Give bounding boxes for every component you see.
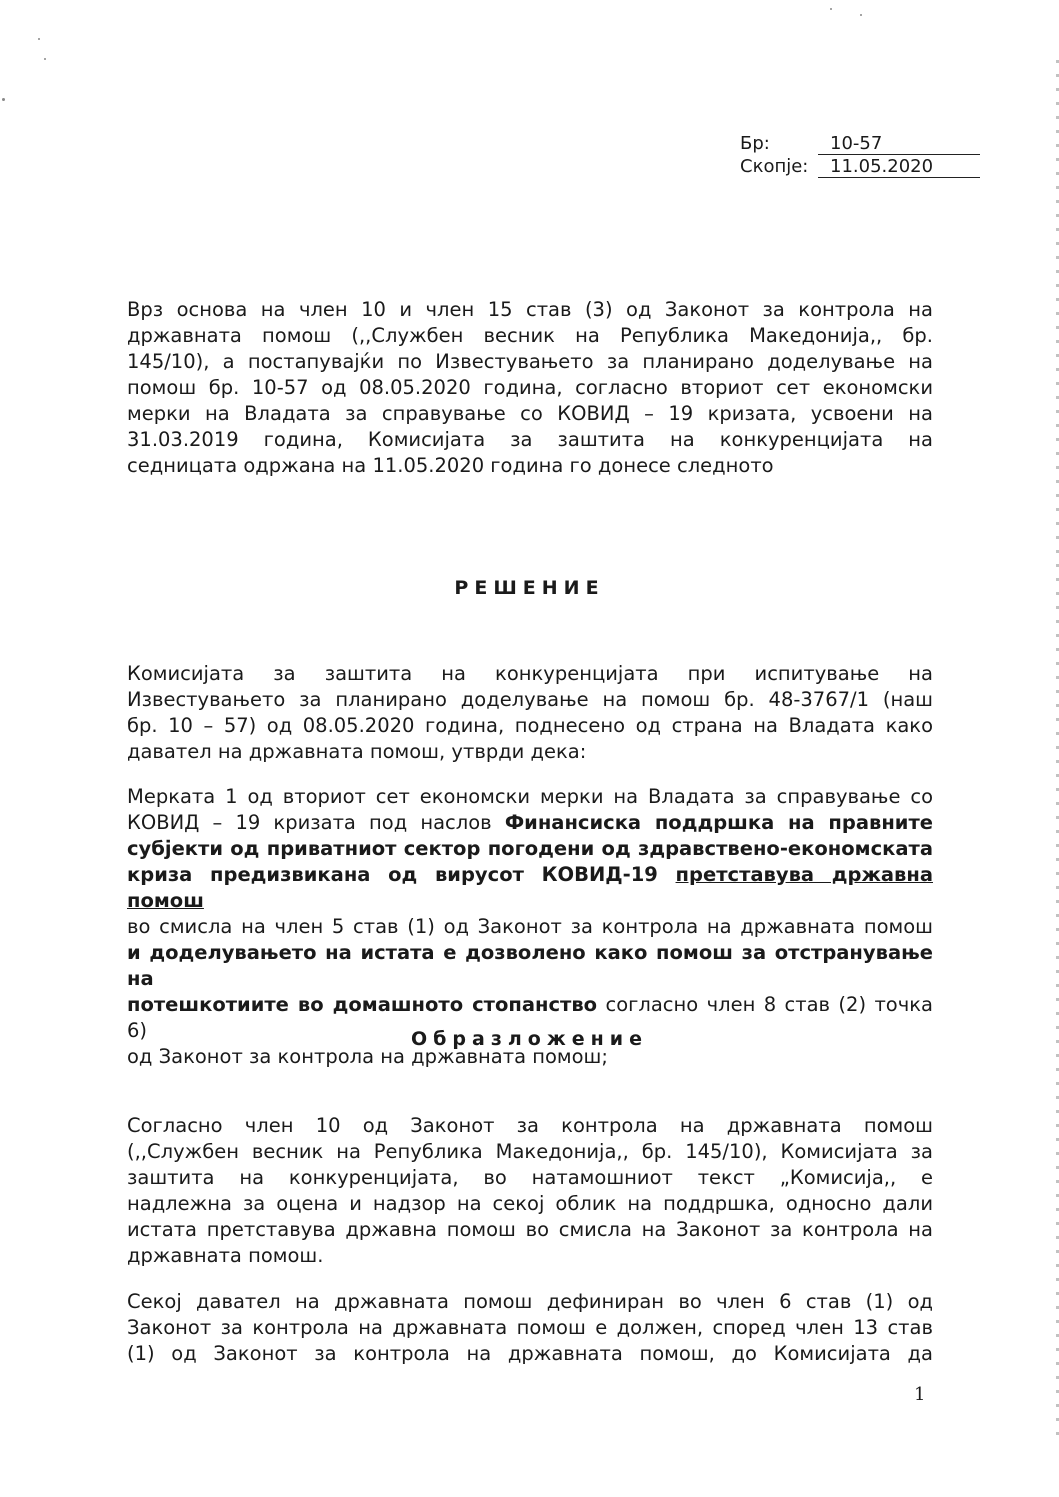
underlined-text-run: претставува државна помош: [127, 863, 933, 912]
text-line: помош бр. 10-57 од 08.05.2020 година, согласно вториот сет економски: [127, 376, 933, 399]
reference-number-value: 10-57: [818, 134, 980, 155]
text-line: 31.03.2019 година, Комисијата за заштита на конкуренцијата на: [127, 428, 933, 451]
text-line: [127, 810, 933, 836]
text-line: Комисијата за заштита на конкуренцијата при испитување на: [127, 662, 933, 685]
text-run: КОВИД – 19 кризата под наслов: [127, 811, 505, 834]
text-line: 145/10), а постапувајќи по Известувањето за планирано доделување на: [127, 350, 933, 373]
text-line: мерки на Владата за справување со КОВИД – 19 кризата, усвоени на: [127, 402, 933, 425]
reasoning-heading: Образложение: [411, 1028, 648, 1050]
reference-number-row: [740, 132, 980, 155]
bold-text-run: и доделувањето на истата е дозволено како помош за отстранување на: [127, 941, 933, 990]
reference-date-value: 11.05.2020: [818, 157, 980, 178]
text-line: (,,Службен весник на Република Македонија,, бр. 145/10), Комисијата за: [127, 1140, 933, 1163]
text-line: Согласно член 10 од Законот за контрола на државната помош: [127, 1114, 933, 1137]
reference-date-row: [740, 155, 980, 178]
text-run: согласно член 8 став (2) точка 6): [127, 993, 933, 1042]
text-line: бр. 10 – 57) од 08.05.2020 година, поднесено од страна на Владата како: [127, 714, 933, 737]
reference-number-label: Бр:: [740, 133, 770, 154]
text-line: [127, 940, 933, 992]
page-number: 1: [914, 1384, 926, 1405]
scan-speck: [38, 38, 40, 40]
scan-speck: [44, 58, 46, 60]
bold-text-run: потешкотиите во домашното стопанство: [127, 993, 598, 1016]
bold-text-run: субјекти од приватниот сектор погодени од здравствено-економската: [127, 837, 933, 860]
reference-place-label: Скопје:: [740, 156, 809, 177]
text-line: државната помош (,,Службен весник на Република Македонија,, бр.: [127, 324, 933, 347]
text-line: Законот за контрола на државната помош е должен, според член 13 став: [127, 1316, 933, 1339]
decision-intro-paragraph: [127, 661, 933, 765]
bold-text-run: Финансиска поддршка на правните: [504, 811, 933, 834]
preamble-paragraph: [127, 297, 933, 479]
decision-heading: РЕШЕНИЕ: [454, 577, 605, 599]
reasoning-paragraph-1: [127, 1113, 933, 1269]
text-line: истата претставува државна помош во смисла на Законот за контрола на: [127, 1218, 933, 1241]
text-line: [127, 862, 933, 914]
scan-speck: [2, 98, 5, 101]
text-line: седницата одржана на 11.05.2020 година го донесе следното: [127, 454, 774, 477]
reference-block: [740, 132, 980, 178]
scan-speck: [860, 14, 862, 16]
scan-speck: [830, 8, 832, 10]
text-line: Секој давател на државната помош дефиниран во член 6 став (1) од: [127, 1290, 933, 1313]
text-line: Врз основа на член 10 и член 15 став (3) од Законот за контрола на: [127, 298, 933, 321]
text-line: давател на државната помош, утврди дека:: [127, 740, 587, 763]
text-line: (1) од Законот за контрола на државната помош, до Комисијата да: [127, 1342, 933, 1365]
text-line: [127, 836, 933, 862]
text-line: Мерката 1 од вториот сет економски мерки на Владата за справување со: [127, 785, 933, 808]
text-line: заштита на конкуренцијата, во натамошниот текст „Комисија,, е: [127, 1166, 933, 1189]
text-line: од Законот за контрола на државната помош;: [127, 1045, 608, 1068]
bold-text-run: криза предизвикана од вирусот КОВИД-19: [127, 863, 676, 886]
text-line: во смисла на член 5 став (1) од Законот за контрола на државната помош: [127, 915, 933, 938]
text-line: државната помош.: [127, 1244, 324, 1267]
text-line: надлежна за оцена и надзор на секој облик на поддршка, односно дали: [127, 1192, 933, 1215]
reasoning-paragraph-2: [127, 1289, 933, 1367]
text-line: Известувањето за планирано доделување на помош бр. 48-3767/1 (наш: [127, 688, 933, 711]
